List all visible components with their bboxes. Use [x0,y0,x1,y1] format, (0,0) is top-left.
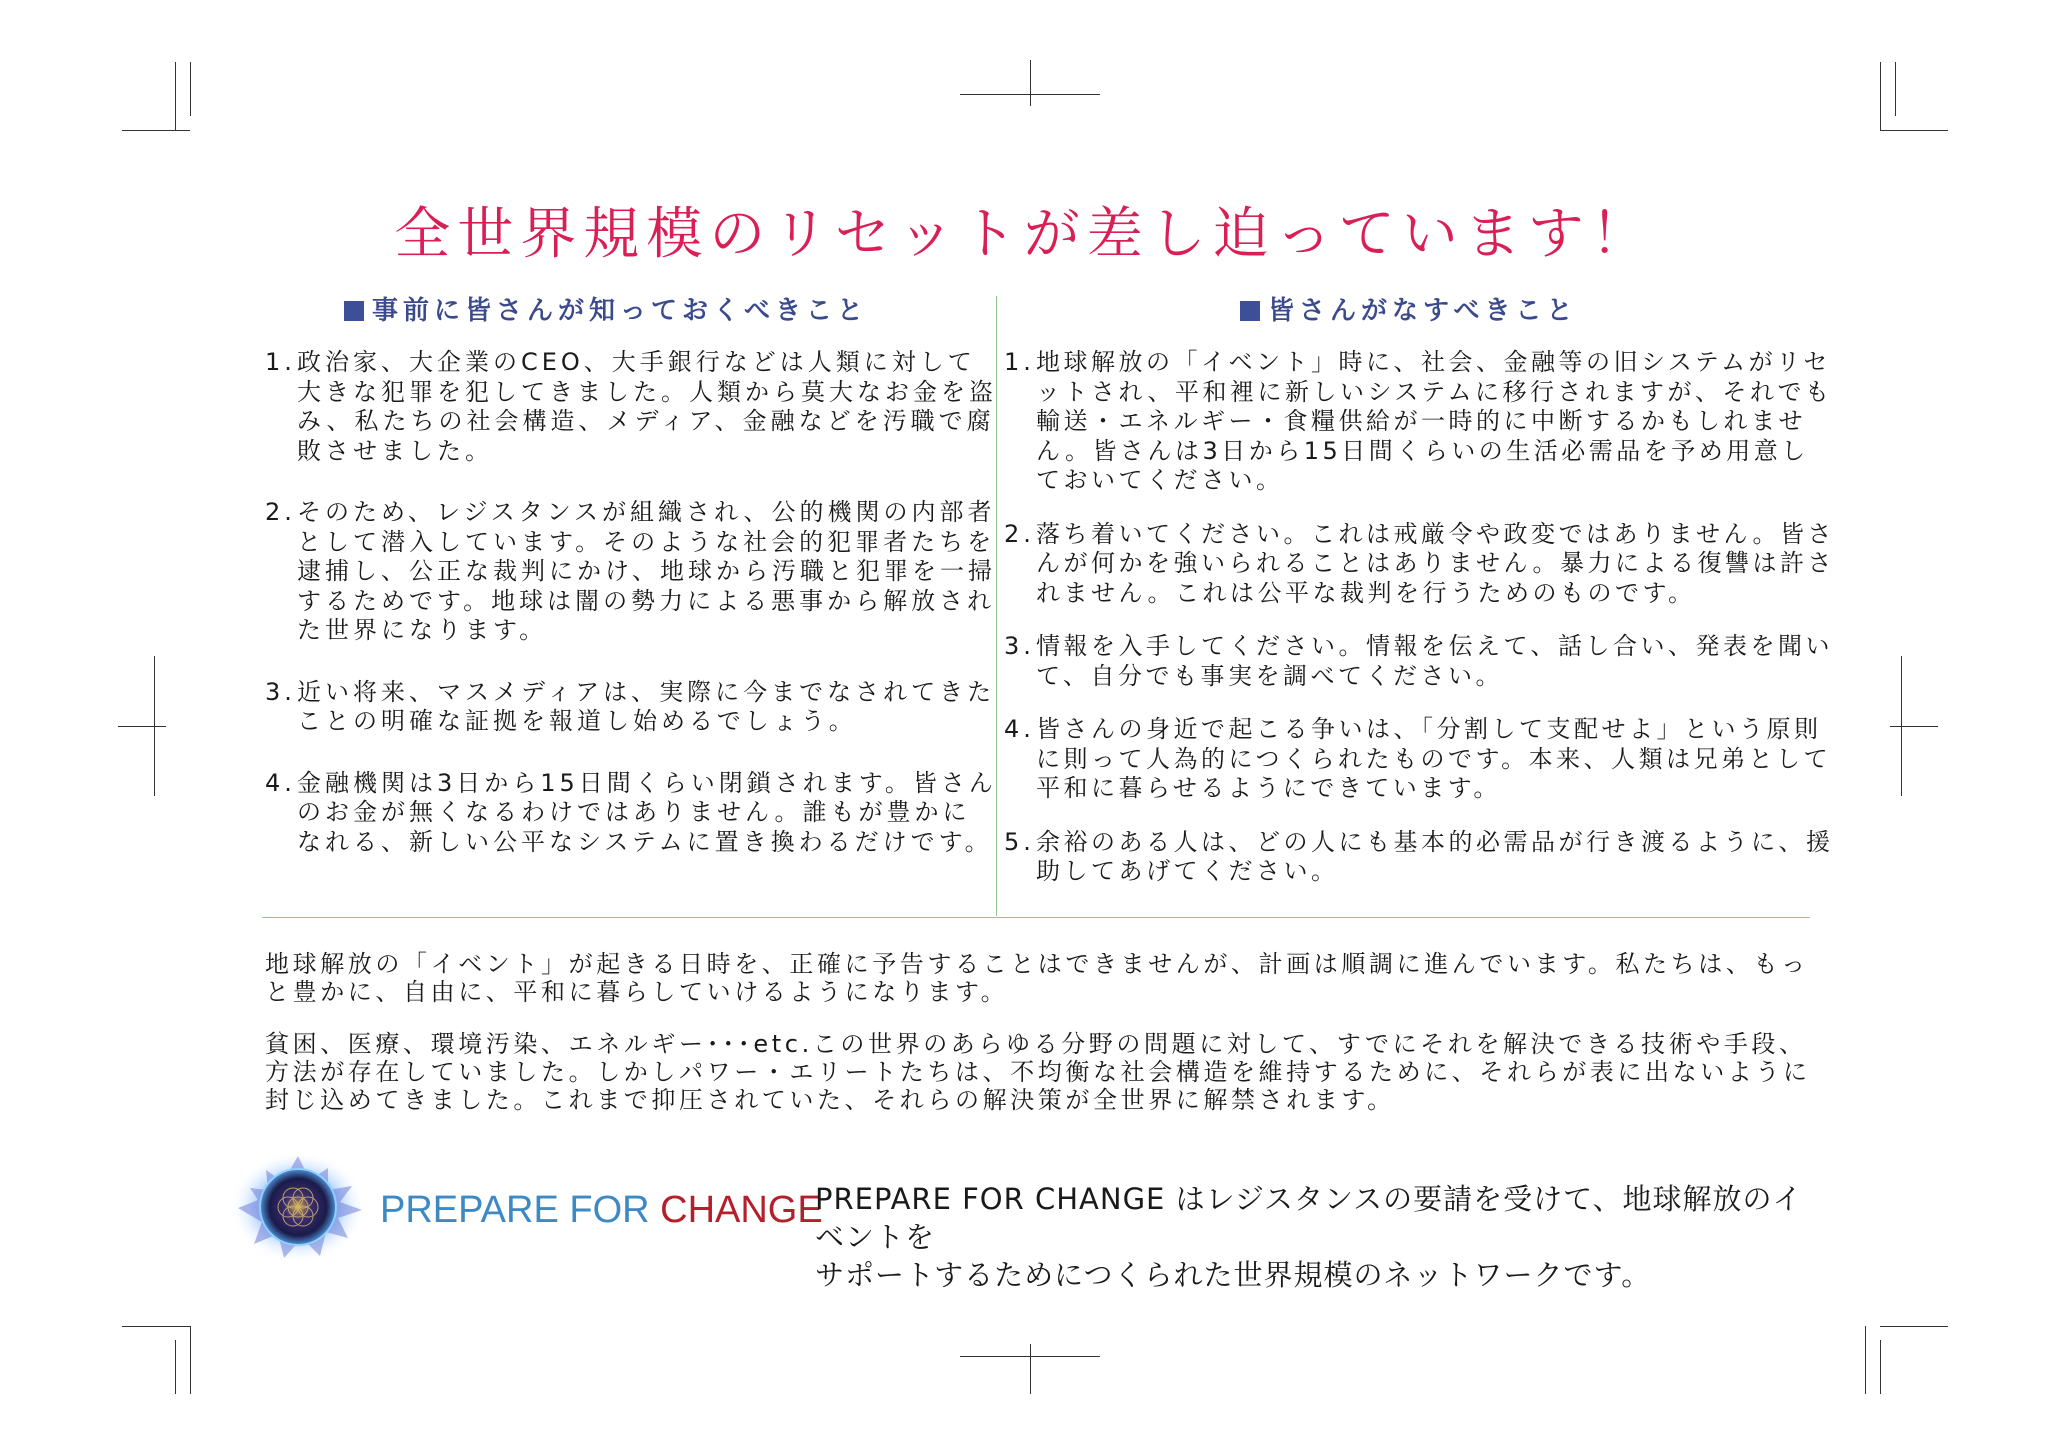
globe-logo-icon [228,1148,368,1266]
logo-text-change: CHANGE [660,1189,823,1231]
item-text: 政治家、大企業のCEO、大手銀行などは人類に対して大きな犯罪を犯してきました。人類から莫大なお金を盗み、私たちの社会構造、メディア、金融などを汚職で腐敗させました。 [297,348,997,465]
left-heading-text: 事前に皆さんが知っておくべきこと [372,296,869,326]
list-item [1004,828,1836,887]
list-item [265,498,997,646]
right-heading-text: 皆さんがなすべきこと [1268,296,1578,326]
item-text: 余裕のある人は、どの人にも基本的必需品が行き渡るように、援助してあげてください。 [1036,827,1834,885]
item-number: 5. [1004,827,1035,856]
organization-description: PREPARE FOR CHANGE はレジスタンスの要請を受けて、地球解放のイベントを サポートするためにつくられた世界規模のネットワークです。 [815,1182,1803,1292]
item-text: 落ち着いてください。これは戒厳令や政変ではありません。皆さんが何かを強いられることはありません。暴力による復讐は許されません。これは公平な裁判を行うためのものです。 [1036,519,1835,607]
right-column-heading [1240,293,1577,329]
square-bullet-icon [344,301,364,321]
item-number: 4. [265,768,296,797]
list-item [1004,348,1836,496]
page-title: 全世界規模のリセットが差し迫っています！ [394,202,1654,267]
section-divider [262,917,1810,918]
item-text: 皆さんの身近で起こる争いは、「分割して支配せよ」という原則に則って人為的につくられたものです。本来、人類は兄弟として平和に暮らせるようにできています。 [1036,715,1832,802]
list-item [1004,715,1836,804]
item-text: 近い将来、マスメディアは、実際に今までなされてきたことの明確な証拠を報道し始めるでしょう。 [297,677,996,735]
item-number: 2. [265,498,296,526]
list-item [265,348,997,466]
item-number: 2. [1004,519,1035,548]
item-number: 4. [1004,715,1035,743]
item-text: 金融機関は3日から15日間くらい閉鎖されます。皆さんのお金が無くなるわけではありません。誰もが豊かになれる、新しい公平なシステムに置き換わるだけです。 [297,768,997,856]
list-item [1004,632,1836,691]
item-number: 1. [1004,348,1035,376]
list-item [1004,520,1836,609]
item-number: 3. [1004,632,1035,660]
logo-text-prepare: PREPARE FOR [380,1189,661,1231]
item-number: 1. [265,348,296,376]
item-number: 3. [265,677,296,706]
paragraph-solutions: 貧困、医療、環境汚染、エネルギー･･･etc.この世界のあらゆる分野の問題に対して、すでにそれを解決できる技術や手段、方法が存在していました。しかしパワー・エリートたちは、不均衡な社会構造を維持するために、それらが表に出ないように封じ込めてきました。これまで抑圧されていた、それらの解決策が全世界に解禁されます。 [265,1030,1811,1114]
logo-wordmark [380,1188,823,1232]
paragraph-event: 地球解放の「イベント」が起きる日時を、正確に予告することはできませんが、計画は順調に進んでいます。私たちは、もっと豊かに、自由に、平和に暮らしていけるようになります。 [265,950,1809,1006]
square-bullet-icon [1240,301,1260,321]
item-text: 情報を入手してください。情報を伝えて、話し合い、発表を聞いて、自分でも事実を調べてください。 [1036,632,1834,690]
left-column-heading [344,293,868,329]
item-text: そのため、レジスタンスが組織され、公的機関の内部者として潜入しています。そのような社会的犯罪者たちを逮捕し、公正な裁判にかけ、地球から汚職と犯罪を一掃するためです。地球は闇の勢力による悪事から解放された世界になります。 [297,498,997,644]
left-list [265,348,997,857]
list-item [265,678,997,737]
list-item [265,769,997,858]
item-text: 地球解放の「イベント」時に、社会、金融等の旧システムがリセットされ、平和裡に新しいシステムに移行されますが、それでも輸送・エネルギー・食糧供給が一時的に中断するかもしれません。皆さんは3日から15日間くらいの生活必需品を予め用意しておいてください。 [1036,348,1833,494]
right-list [1004,348,1836,887]
